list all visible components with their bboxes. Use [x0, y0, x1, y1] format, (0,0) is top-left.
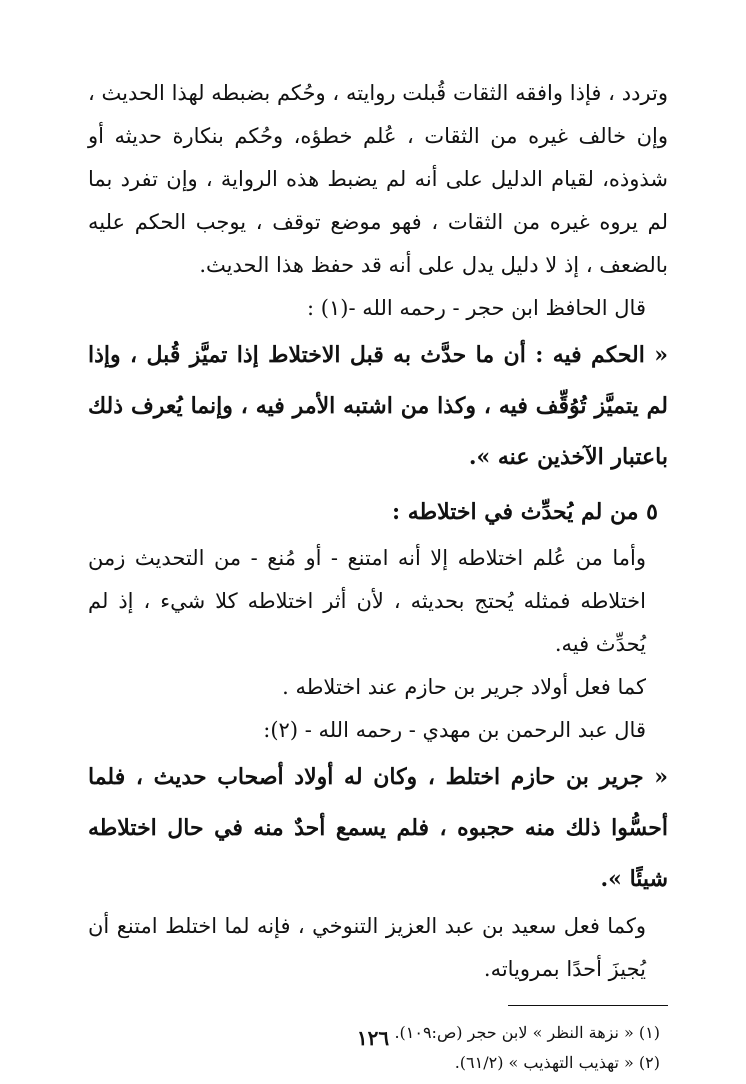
block-quote-ibn-hajar: « الحكم فيه : أن ما حدَّث به قبل الاختلاط إذا تميَّز قُبل ، وإذا لم يتميَّز تُوُقِّف فيه ، وكذا من اشتبه الأمر فيه ، وإنما يُعرف ذلك باعتبار الآخذين عنه ».: [88, 342, 668, 470]
footnote-divider: [508, 1005, 668, 1006]
block-quote-ibn-mahdi: « جرير بن حازم اختلط ، وكان له أولاد أصحاب حديث ، فلما أحسُّوا ذلك منه حجبوه ، فلم يسمع أحدٌ منه في حال اختلاطه شيئًا ».: [88, 764, 668, 892]
page-number: ١٢٦: [356, 1026, 390, 1050]
quote-intro-ibn-hajar: قال الحافظ ابن حجر - رحمه الله -(١) :: [307, 296, 646, 320]
footnote-1: (١) « نزهة النظر » لابن حجر (ص:١٠٩).: [394, 1023, 660, 1042]
page-body: [88, 72, 668, 1078]
footnote-2: (٢) « تهذيب التهذيب » (٦١/٢).: [454, 1053, 660, 1072]
paragraph-3: كما فعل أولاد جرير بن حازم عند اختلاطه .: [282, 675, 646, 699]
paragraph-2: وأما من عُلم اختلاطه إلا أنه امتنع - أو مُنع - من التحديث زمن اختلاطه فمثله يُحتج بحديثه ، لأن أثر اختلاطه كلا شيء ، إذ لم يُحدِّث فيه.: [88, 546, 646, 656]
section-heading: ٥ من لم يُحدِّث في اختلاطه :: [392, 499, 658, 525]
paragraph-1: وتردد ، فإذا وافقه الثقات قُبلت روايته ، وحُكم بضبطه لهذا الحديث ، وإن خالف غيره من الثقات ، عُلم خطؤه، وحُكم بنكارة حديثه أو شذوذه، لقيام الدليل على أنه لم يضبط هذه الرواية ، وإن تفرد بما لم يروه غيره من الثقات ، فهو موضع توقف ، يوجب الحكم عليه بالضعف ، إذ لا دليل يدل على أنه قد حفظ هذا الحديث.: [88, 81, 668, 277]
paragraph-4: وكما فعل سعيد بن عبد العزيز التنوخي ، فإنه لما اختلط امتنع أن يُجيزَ أحدًا بمروياته.: [88, 914, 646, 981]
quote-intro-ibn-mahdi: قال عبد الرحمن بن مهدي - رحمه الله - (٢):: [263, 718, 646, 742]
